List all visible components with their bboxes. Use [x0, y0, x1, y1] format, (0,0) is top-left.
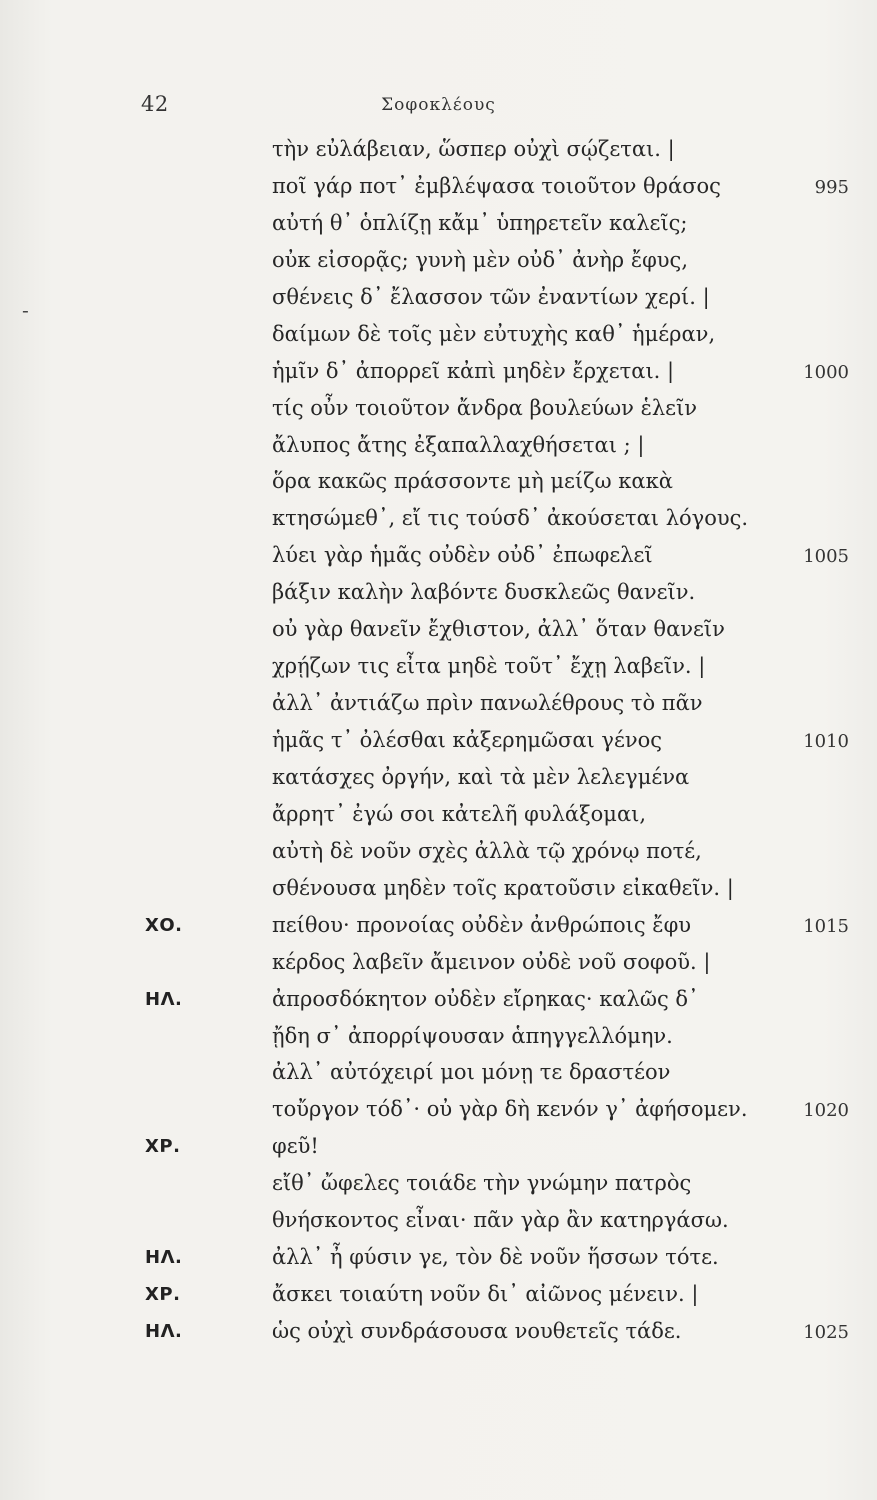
speaker-label: ΧΟ.	[145, 914, 183, 936]
verse-text: βάξιν καλὴν λαβόντε δυσκλεῶς θανεῖν.	[272, 580, 696, 605]
verse-text: ἄλυπος ἄτης ἐξαπαλλαχθήσεται ; |	[272, 432, 645, 457]
speaker-label: ΗΛ.	[145, 1247, 183, 1269]
verse-text: σθένεις δ᾽ ἔλασσον τῶν ἐναντίων χερί. |	[272, 284, 710, 309]
verse-line	[0, 726, 877, 763]
verse-line	[0, 1206, 877, 1243]
verse-text: εἴθ᾽ ὤφελες τοιάδε τὴν γνώμην πατρὸς	[272, 1171, 692, 1196]
line-number: 995	[814, 176, 849, 198]
verse-text: πείθου· προνοίας οὐδὲν ἀνθρώποις ἔφυ	[272, 912, 692, 937]
verse-line	[0, 837, 877, 874]
verse-line	[0, 1169, 877, 1206]
page-number: 42	[141, 92, 169, 116]
verse-line	[0, 394, 877, 431]
verse-text: κτησώμεθ᾽, εἴ τις τούσδ᾽ ἀκούσεται λόγους.	[272, 506, 749, 531]
verse-line	[0, 1095, 877, 1132]
verse-lines	[0, 135, 877, 1354]
verse-line	[0, 1022, 877, 1059]
verse-text: κατάσχες ὀργήν, καὶ τὰ μὲν λελεγμένα	[272, 764, 690, 789]
verse-line	[0, 1058, 877, 1095]
verse-line	[0, 985, 877, 1022]
verse-text: τὴν εὐλάβειαν, ὥσπερ οὐχὶ σῴζεται. |	[272, 137, 675, 161]
line-number: 1010	[803, 731, 849, 752]
verse-text: ἄσκει τοιαύτη νοῦν δι᾽ αἰῶνος μένειν. |	[272, 1282, 699, 1307]
verse-line	[0, 911, 877, 948]
verse-line	[0, 615, 877, 652]
verse-line	[0, 209, 877, 246]
verse-text: ἄρρητ᾽ ἐγώ σοι κἀτελῆ φυλάξομαι,	[272, 801, 647, 826]
verse-line	[0, 1280, 877, 1317]
verse-text: δαίμων δὲ τοῖς μὲν εὐτυχὴς καθ᾽ ἡμέραν,	[272, 321, 716, 346]
verse-line	[0, 652, 877, 689]
verse-text: τοὔργον τόδ᾽· οὐ γὰρ δὴ κενόν γ᾽ ἀφήσομεν.	[272, 1097, 748, 1122]
verse-line	[0, 504, 877, 541]
verse-line	[0, 431, 877, 468]
line-number: 1000	[803, 361, 849, 383]
verse-line	[0, 135, 877, 172]
verse-text: αὐτή θ᾽ ὁπλίζῃ κἄμ᾽ ὑπηρετεῖν καλεῖς;	[272, 210, 688, 235]
verse-text: φεῦ!	[272, 1134, 319, 1159]
line-number: 1005	[803, 546, 849, 568]
verse-line	[0, 467, 877, 504]
verse-text: τίς οὖν τοιοῦτον ἄνδρα βουλεύων ἑλεῖν	[272, 395, 698, 420]
verse-text: ὅρα κακῶς πράσσοντε μὴ μείζω κακὰ	[272, 469, 673, 494]
verse-line	[0, 357, 877, 394]
verse-text: ἡμᾶς τ᾽ ὀλέσθαι κἀξερημῶσαι γένος	[272, 728, 663, 752]
verse-text: σθένουσα μηδὲν τοῖς κρατοῦσιν εἰκαθεῖν. |	[272, 875, 734, 900]
verse-text: οὐ γὰρ θανεῖν ἔχθιστον, ἀλλ᾽ ὅταν θανεῖν	[272, 617, 725, 642]
line-number: 1020	[803, 1100, 849, 1122]
verse-line	[0, 948, 877, 985]
speaker-label: ΧΡ.	[145, 1284, 181, 1306]
verse-text: ᾔδη σ᾽ ἀπορρίψουσαν ἁπηγγελλόμην.	[272, 1023, 673, 1048]
running-head: Σοφοκλέους	[381, 95, 496, 115]
speaker-label: ΗΛ.	[145, 988, 183, 1010]
verse-text: ἀλλ᾽ αὐτόχειρί μοι μόνῃ τε δραστέον	[272, 1060, 671, 1085]
verse-line	[0, 689, 877, 726]
verse-text: χρῄζων τις εἶτα μηδὲ τοῦτ᾽ ἔχῃ λαβεῖν. |	[272, 654, 706, 679]
verse-text: ἀλλ᾽ ἀντιάζω πρὶν πανωλέθρους τὸ πᾶν	[272, 691, 703, 716]
verse-line	[0, 172, 877, 209]
verse-text: ποῖ γάρ ποτ᾽ ἐμβλέψασα τοιοῦτον θράσος	[272, 173, 721, 198]
speaker-label: ΗΛ.	[145, 1321, 183, 1342]
line-number: 1025	[803, 1322, 849, 1343]
margin-mark: -	[22, 298, 29, 322]
verse-text: αὐτὴ δὲ νοῦν σχὲς ἀλλὰ τῷ χρόνῳ ποτέ,	[272, 838, 702, 863]
verse-text: ἀλλ᾽ ἦ φύσιν γε, τὸν δὲ νοῦν ἥσσων τότε.	[272, 1245, 719, 1270]
verse-line	[0, 874, 877, 911]
verse-text: ἡμῖν δ᾽ ἀπορρεῖ κἀπὶ μηδὲν ἔρχεται. |	[272, 358, 675, 383]
verse-text: οὐκ εἰσορᾷς; γυνὴ μὲν οὐδ᾽ ἀνὴρ ἔφυς,	[272, 247, 688, 272]
verse-line	[0, 1317, 877, 1354]
verse-line	[0, 1243, 877, 1280]
verse-line	[0, 283, 877, 320]
verse-line	[0, 1132, 877, 1169]
verse-line	[0, 320, 877, 357]
verse-line	[0, 763, 877, 800]
speaker-label: ΧΡ.	[145, 1136, 181, 1158]
verse-line	[0, 800, 877, 837]
verse-text: ἀπροσδόκητον οὐδὲν εἴρηκας· καλῶς δ᾽	[272, 986, 699, 1011]
verse-line	[0, 578, 877, 615]
verse-text: θνήσκοντος εἶναι· πᾶν γὰρ ἂν κατηργάσω.	[272, 1208, 729, 1233]
verse-text: κέρδος λαβεῖν ἄμεινον οὐδὲ νοῦ σοφοῦ. |	[272, 949, 711, 974]
verse-line	[0, 541, 877, 578]
line-number: 1015	[803, 915, 849, 937]
verse-line	[0, 246, 877, 283]
verse-text: λύει γὰρ ἡμᾶς οὐδὲν οὐδ᾽ ἐπωφελεῖ	[272, 543, 653, 568]
verse-text: ὡς οὐχὶ συνδράσουσα νουθετεῖς τάδε.	[272, 1319, 682, 1343]
